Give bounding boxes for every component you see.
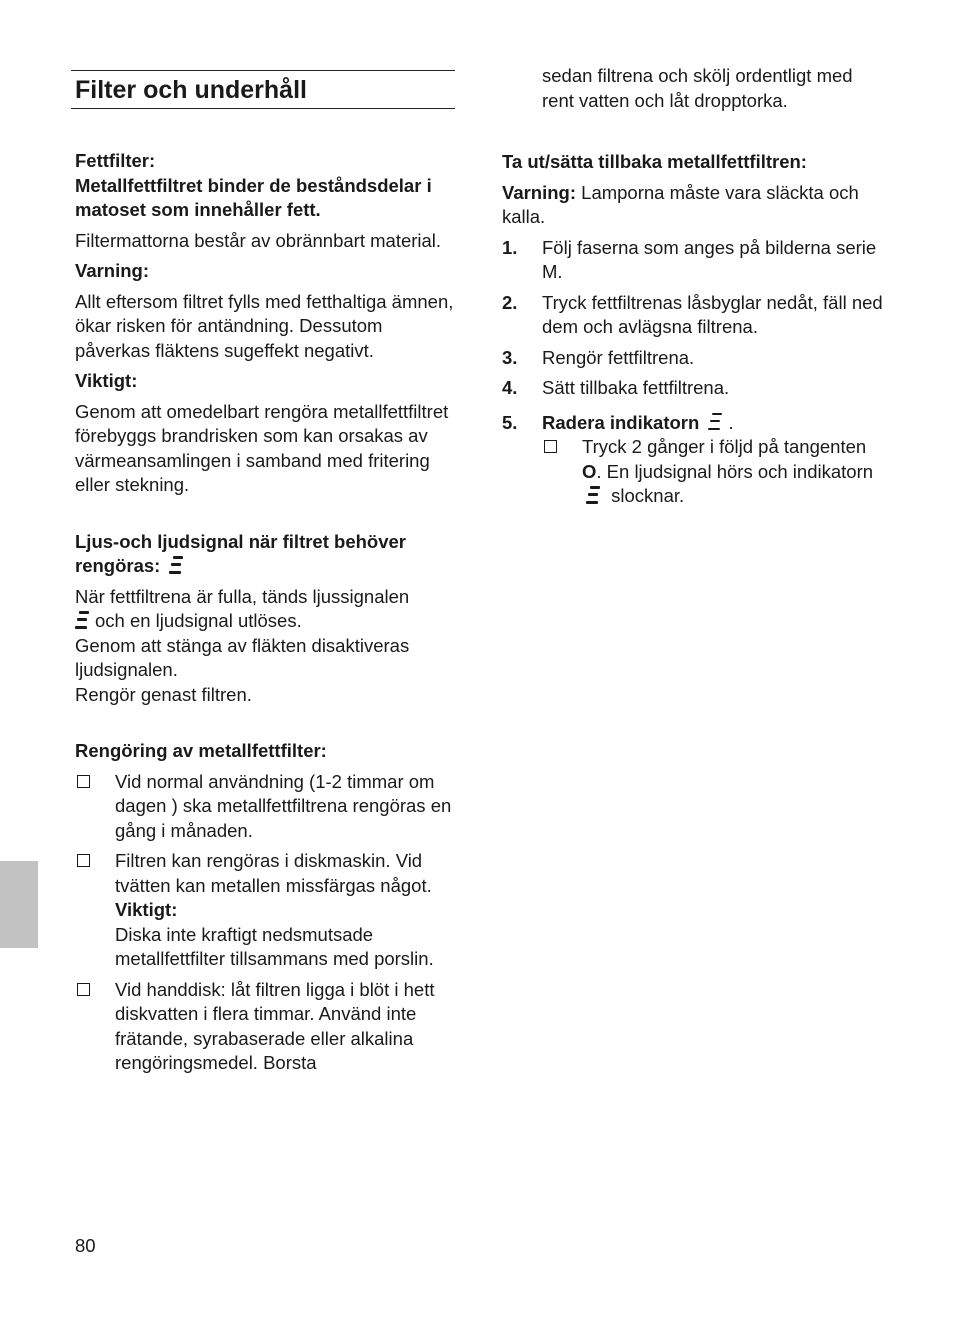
remove-heading: Ta ut/sätta tillbaka metallfettfiltren:: [502, 151, 807, 172]
list-item: [542, 435, 884, 509]
step-text: Radera indikatorn: [542, 411, 700, 433]
list-item: [502, 346, 884, 371]
signal-paragraph-2: Genom att stänga av fläkten disaktiveras ljudsignalen.: [75, 634, 410, 680]
step-number: 1.: [502, 236, 518, 258]
step-period: .: [728, 411, 734, 433]
sub-text-b: . En ljudsignal hörs och indikatorn: [596, 460, 874, 482]
list-item: [75, 770, 457, 844]
remove-warning-text: Lamporna måste vara släckta och kalla.: [502, 181, 859, 227]
step-number: 2.: [502, 291, 518, 313]
filter-indicator-icon: [708, 412, 724, 432]
step5-sublist: [542, 435, 884, 509]
signal-p1-start: När fettfiltrena är fulla, tänds ljussignalen: [75, 585, 410, 607]
varning-text: Allt eftersom filtret fylls med fetthaltiga ämnen, ökar risken för antändning. Dessutom påverkas fläktens sugeffekt negativt.: [75, 290, 454, 361]
signal-paragraph-1: [75, 585, 457, 634]
signal-p1-end: och en ljudsignal utlöses.: [95, 610, 302, 631]
step-number: 3.: [502, 346, 518, 368]
cleaning-list: [75, 770, 457, 1076]
right-column: [502, 64, 884, 515]
cleaning-item-text: Vid handdisk: låt filtren ligga i blöt i hett diskvatten i flera timmar. Använd inte frätande, syrabaserade eller alkalina rengöringsmedel. Borsta: [115, 978, 435, 1073]
signal-heading-line2: rengöras:: [75, 555, 161, 576]
varning-heading: Varning:: [75, 260, 150, 281]
remove-warning-label: Varning:: [502, 181, 577, 203]
list-item: [75, 978, 457, 1076]
key-o: O: [582, 460, 597, 482]
left-column: [75, 70, 457, 1082]
step-text: Följ faserna som anges på bilderna serie M.: [542, 236, 877, 282]
signal-heading: [75, 530, 457, 579]
list-item: [502, 236, 884, 285]
steps-list: [502, 236, 884, 509]
filter-indicator-icon: [75, 610, 91, 630]
side-tab: [0, 861, 38, 948]
step-text: Tryck fettfiltrenas låsbyglar nedåt, fäll ned dem och avlägsna filtrena.: [542, 291, 883, 337]
remove-warning: [502, 181, 884, 230]
cleaning-item-text: Vid normal användning (1-2 timmar om dagen ) ska metallfettfiltrena rengöras en gång i månaden.: [115, 770, 452, 841]
cleaning-item-text: Filtren kan rengöras i diskmaskin. Vid tvätten kan metallen missfärgas något.: [115, 850, 432, 896]
cleaning-item-viktigt: Viktigt:: [115, 899, 178, 920]
page-title: Filter och underhåll: [75, 76, 307, 104]
step-text: Sätt tillbaka fettfiltrena.: [542, 377, 730, 398]
checkbox-bullet-icon: [544, 440, 557, 453]
page-number: 80: [75, 1235, 96, 1256]
filter-indicator-icon: [586, 485, 602, 505]
list-item: [502, 376, 884, 401]
cleaning-heading: Rengöring av metallfettfilter:: [75, 740, 327, 761]
sub-text-c: slocknar.: [611, 485, 685, 506]
signal-paragraph-3: Rengör genast filtren.: [75, 683, 252, 705]
sub-text-a: Tryck 2 gånger i följd på tangenten: [582, 436, 867, 457]
filter-indicator-icon: [169, 555, 185, 575]
step-number: 5.: [502, 411, 518, 433]
fettfilter-text: Filtermattorna består av obrännbart material.: [75, 229, 442, 251]
checkbox-bullet-icon: [77, 854, 90, 867]
checkbox-bullet-icon: [77, 983, 90, 996]
signal-heading-line1: Ljus-och ljudsignal när filtret behöver: [75, 530, 406, 552]
step-number: 4.: [502, 377, 518, 398]
list-item: [502, 411, 884, 509]
step-text: Rengör fettfiltrena.: [542, 346, 695, 368]
fettfilter-heading: Fettfilter:: [75, 150, 156, 171]
checkbox-bullet-icon: [77, 775, 90, 788]
cleaning-item-note: Diska inte kraftigt nedsmutsade metallfettfilter tillsammans med porslin.: [115, 923, 434, 969]
list-item: [502, 291, 884, 340]
viktigt-text: Genom att omedelbart rengöra metallfettfiltret förebyggs brandrisken som kan orsakas av värmeansamlingen i samband med fritering eller stekning.: [75, 400, 449, 495]
viktigt-heading: Viktigt:: [75, 370, 138, 391]
list-item: [75, 849, 457, 972]
fettfilter-intro: Metallfettfiltret binder de beståndsdelar i matoset som innehåller fett.: [75, 174, 432, 220]
continued-text: sedan filtrena och skölj ordentligt med rent vatten och låt dropptorka.: [542, 65, 853, 111]
title-block: [71, 70, 455, 109]
